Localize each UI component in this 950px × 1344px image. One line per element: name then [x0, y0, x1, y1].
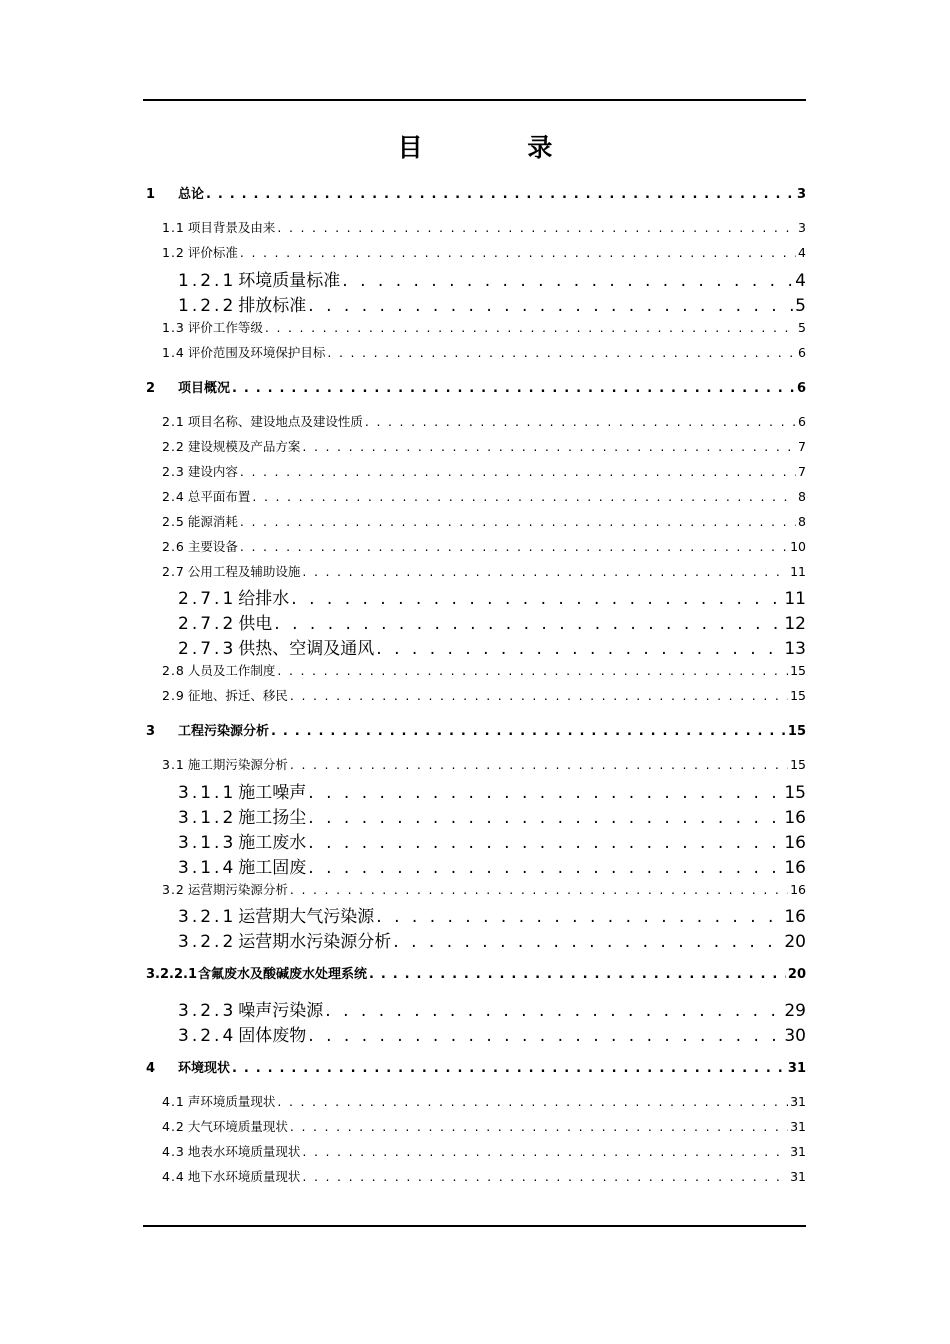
- toc-entry-number: 3.2.3: [178, 1001, 237, 1021]
- toc-dot-leader: [325, 1001, 782, 1021]
- toc-entry-page: 5: [795, 296, 806, 316]
- toc-entry[interactable]: [162, 343, 806, 361]
- toc-dot-leader: [342, 271, 793, 291]
- toc-entry-text: 工程污染源分析: [178, 724, 270, 739]
- toc-dot-leader: [265, 320, 796, 335]
- toc-dot-leader: [290, 688, 788, 703]
- toc-entry-text: 人员及工作制度: [187, 663, 276, 678]
- toc-entry-number: 3.1.3: [178, 833, 237, 853]
- toc-entry-text: 运营期污染源分析: [187, 882, 288, 897]
- toc-entry-page: 6: [796, 381, 806, 396]
- toc-entry-text: 大气环境质量现状: [187, 1119, 288, 1134]
- toc-entry[interactable]: [162, 512, 806, 530]
- toc-entry-page: 11: [790, 564, 806, 579]
- toc-entry-text: 供热、空调及通风: [238, 639, 375, 659]
- toc-entry-page: 16: [784, 833, 806, 853]
- toc-entry-text: 施工噪声: [238, 783, 307, 803]
- toc-entry-number: 2: [146, 381, 156, 396]
- toc-entry-number: 3.2.1: [178, 907, 237, 927]
- toc-entry-number: 3: [146, 724, 156, 739]
- toc-entry-text: 建设内容: [187, 464, 238, 479]
- toc-entry[interactable]: [162, 661, 806, 679]
- toc-entry-number: 2.7.3: [178, 639, 237, 659]
- toc-entry-text: 运营期水污染源分析: [238, 932, 392, 952]
- toc-entry[interactable]: [162, 218, 806, 236]
- toc-entry-text: 能源消耗: [187, 514, 238, 529]
- toc-dot-leader: [302, 564, 788, 579]
- toc-dot-leader: [302, 1144, 788, 1159]
- toc-dot-leader: [308, 296, 793, 316]
- toc-entry-text: 地下水环境质量现状: [187, 1169, 301, 1184]
- toc-entry-page: 15: [790, 688, 806, 703]
- toc-dot-leader: [376, 907, 782, 927]
- toc-dot-leader: [290, 757, 788, 772]
- toc-dot-leader: [302, 1169, 788, 1184]
- toc-entry-page: 11: [784, 589, 806, 609]
- toc-entry[interactable]: [162, 462, 806, 480]
- toc-entry-number: 2.2: [162, 439, 185, 454]
- toc-entry-page: 6: [798, 345, 806, 360]
- toc-dot-leader: [240, 539, 788, 554]
- toc-entry-page: 31: [790, 1119, 806, 1134]
- toc-entry-number: 2.7.1: [178, 589, 237, 609]
- toc-entry-text: 声环境质量现状: [187, 1094, 276, 1109]
- toc-entry-text: 总论: [178, 187, 205, 202]
- toc-entry-page: 10: [790, 539, 806, 554]
- toc-dot-leader: [290, 1119, 788, 1134]
- toc-entry-text: 项目名称、建设地点及建设性质: [187, 414, 363, 429]
- toc-entry-number: 3.1.1: [178, 783, 237, 803]
- toc-entry-number: 4: [146, 1061, 156, 1076]
- toc-dot-leader: [365, 414, 796, 429]
- toc-entry-text: 含氟废水及酸碱废水处理系统: [198, 967, 368, 982]
- toc-entry-number: 1.2.2: [178, 296, 237, 316]
- toc-entry-number: 2.9: [162, 688, 185, 703]
- toc-entry-text: 环境现状: [178, 1061, 231, 1076]
- toc-entry-page: 20: [784, 932, 806, 952]
- toc-entry-page: 13: [784, 639, 806, 659]
- toc-entry[interactable]: [146, 720, 806, 739]
- toc-entry-page: 15: [790, 757, 806, 772]
- toc-entry[interactable]: [178, 291, 806, 316]
- toc-entry-number: 1.1: [162, 220, 185, 235]
- footer-rule: [143, 1225, 806, 1227]
- toc-entry-page: 4: [795, 271, 806, 291]
- toc-entry[interactable]: [162, 1092, 806, 1110]
- toc-entry[interactable]: [146, 963, 806, 982]
- toc-entry-page: 16: [790, 882, 806, 897]
- toc-dot-leader: [290, 882, 788, 897]
- toc-dot-leader: [308, 858, 782, 878]
- toc-entry-text: 施工废水: [238, 833, 307, 853]
- toc-entry-page: 8: [798, 514, 806, 529]
- toc-entry[interactable]: [162, 487, 806, 505]
- toc-dot-leader: [274, 614, 782, 634]
- toc-dot-leader: [271, 724, 786, 739]
- toc-entry-text: 施工扬尘: [238, 808, 307, 828]
- toc-dot-leader: [232, 1061, 786, 1076]
- toc-entry-text: 施工固废: [238, 858, 307, 878]
- toc-dot-leader: [393, 932, 782, 952]
- toc-entry-number: 4.4: [162, 1169, 185, 1184]
- toc-entry-page: 12: [784, 614, 806, 634]
- toc-entry[interactable]: [178, 1021, 806, 1046]
- toc-entry-number: 2.1: [162, 414, 185, 429]
- toc-entry[interactable]: [178, 609, 806, 634]
- toc-entry[interactable]: [162, 437, 806, 455]
- toc-entry-number: 3.2.2: [178, 932, 237, 952]
- toc-dot-leader: [240, 464, 796, 479]
- toc-entry-page: 31: [790, 1094, 806, 1109]
- toc-entry[interactable]: [178, 634, 806, 659]
- toc-entry-page: 6: [798, 414, 806, 429]
- toc-entry-page: 15: [784, 783, 806, 803]
- toc-entry-number: 2.4: [162, 489, 185, 504]
- toc-dot-leader: [277, 220, 796, 235]
- toc-entry-page: 29: [784, 1001, 806, 1021]
- toc-entry-number: 2.8: [162, 663, 185, 678]
- toc-entry[interactable]: [162, 1117, 806, 1135]
- toc-entry-page: 15: [787, 724, 806, 739]
- toc-entry-page: 16: [784, 907, 806, 927]
- toc-dot-leader: [308, 833, 782, 853]
- toc-dot-leader: [308, 783, 782, 803]
- toc-entry[interactable]: [146, 183, 806, 202]
- toc-entry-text: 供电: [238, 614, 273, 634]
- toc-dot-leader: [277, 663, 788, 678]
- toc-entry-number: 4.1: [162, 1094, 185, 1109]
- toc-dot-leader: [206, 187, 795, 202]
- toc-entry-page: 5: [798, 320, 806, 335]
- toc-entry-text: 项目概况: [178, 381, 231, 396]
- toc-entry-number: 2.7.2: [178, 614, 237, 634]
- toc-entry-text: 评价标准: [187, 245, 238, 260]
- toc-entry[interactable]: [162, 1142, 806, 1160]
- toc-entry-number: 4.2: [162, 1119, 185, 1134]
- toc-entry-page: 8: [798, 489, 806, 504]
- toc-dot-leader: [308, 1026, 782, 1046]
- toc-entry-number: 4.3: [162, 1144, 185, 1159]
- toc-entry-number: 1.4: [162, 345, 185, 360]
- toc-entry-text: 噪声污染源: [238, 1001, 324, 1021]
- toc-entry-text: 评价工作等级: [187, 320, 263, 335]
- toc-entry-text: 征地、拆迁、移民: [187, 688, 288, 703]
- toc-entry[interactable]: [178, 803, 806, 828]
- toc-entry-text: 项目背景及由来: [187, 220, 276, 235]
- toc-entry-text: 环境质量标准: [238, 271, 341, 291]
- toc-entry-number: 3.2: [162, 882, 185, 897]
- toc-entry[interactable]: [162, 412, 806, 430]
- toc-entry-page: 16: [784, 858, 806, 878]
- toc-entry[interactable]: [162, 243, 806, 261]
- toc-entry-number: 3.2.2.1: [146, 967, 197, 982]
- toc-entry-text: 给排水: [238, 589, 290, 609]
- toc-entry-text: 施工期污染源分析: [187, 757, 288, 772]
- toc-entry[interactable]: [162, 1167, 806, 1185]
- toc-entry-page: 7: [798, 464, 806, 479]
- toc-dot-leader: [277, 1094, 788, 1109]
- toc-entry-number: 1: [146, 187, 156, 202]
- toc-entry-page: 16: [784, 808, 806, 828]
- toc-dot-leader: [308, 808, 782, 828]
- toc-entry-text: 固体废物: [238, 1026, 307, 1046]
- toc-entry[interactable]: [162, 880, 806, 898]
- toc-entry-number: 3.2.4: [178, 1026, 237, 1046]
- toc-entry[interactable]: [178, 778, 806, 803]
- toc-entry-number: 2.3: [162, 464, 185, 479]
- toc-entry-text: 建设规模及产品方案: [187, 439, 301, 454]
- toc-entry-page: 30: [784, 1026, 806, 1046]
- toc-entry-text: 总平面布置: [187, 489, 251, 504]
- toc-entry[interactable]: [178, 996, 806, 1021]
- toc-entry-text: 运营期大气污染源: [238, 907, 375, 927]
- toc-dot-leader: [291, 589, 782, 609]
- toc-entry-text: 排放标准: [238, 296, 307, 316]
- toc-dot-leader: [302, 439, 796, 454]
- toc-dot-leader: [240, 245, 796, 260]
- toc-entry-page: 3: [796, 187, 806, 202]
- toc-entry-text: 主要设备: [187, 539, 238, 554]
- toc-entry[interactable]: [178, 902, 806, 927]
- toc-title: 目 录: [397, 133, 601, 162]
- toc-entry-number: 2.6: [162, 539, 185, 554]
- toc-dot-leader: [327, 345, 796, 360]
- toc-dot-leader: [232, 381, 795, 396]
- toc-entry[interactable]: [162, 755, 806, 773]
- toc-entry[interactable]: [178, 927, 806, 952]
- toc-entry-page: 15: [790, 663, 806, 678]
- toc-entry-number: 2.5: [162, 514, 185, 529]
- toc-entry-number: 1.3: [162, 320, 185, 335]
- toc-entry-page: 4: [798, 245, 806, 260]
- toc-dot-leader: [240, 514, 796, 529]
- toc-entry-page: 31: [790, 1144, 806, 1159]
- toc-entry[interactable]: [178, 584, 806, 609]
- toc-entry-number: 1.2: [162, 245, 185, 260]
- toc-entry-page: 31: [787, 1061, 806, 1076]
- toc-entry-page: 31: [790, 1169, 806, 1184]
- toc-entry[interactable]: [178, 266, 806, 291]
- toc-entry-page: 3: [798, 220, 806, 235]
- toc-entry-page: 20: [787, 967, 806, 982]
- toc-entry-text: 评价范围及环境保护目标: [187, 345, 326, 360]
- toc-dot-leader: [369, 967, 786, 982]
- toc-entry[interactable]: [178, 828, 806, 853]
- toc-entry[interactable]: [162, 562, 806, 580]
- toc-entry[interactable]: [146, 377, 806, 396]
- toc-entry-text: 公用工程及辅助设施: [187, 564, 301, 579]
- toc-entry-text: 地表水环境质量现状: [187, 1144, 301, 1159]
- toc-dot-leader: [376, 639, 782, 659]
- toc-dot-leader: [252, 489, 796, 504]
- header-rule: [143, 99, 806, 101]
- toc-entry-number: 1.2.1: [178, 271, 237, 291]
- toc-entry[interactable]: [146, 1057, 806, 1076]
- toc-entry[interactable]: [162, 686, 806, 704]
- toc-entry[interactable]: [162, 318, 806, 336]
- toc-entry[interactable]: [178, 853, 806, 878]
- toc-entry[interactable]: [162, 537, 806, 555]
- toc-entry-page: 7: [798, 439, 806, 454]
- toc-entry-number: 2.7: [162, 564, 185, 579]
- toc-entry-number: 3.1: [162, 757, 185, 772]
- toc-entry-number: 3.1.4: [178, 858, 237, 878]
- toc-entry-number: 3.1.2: [178, 808, 237, 828]
